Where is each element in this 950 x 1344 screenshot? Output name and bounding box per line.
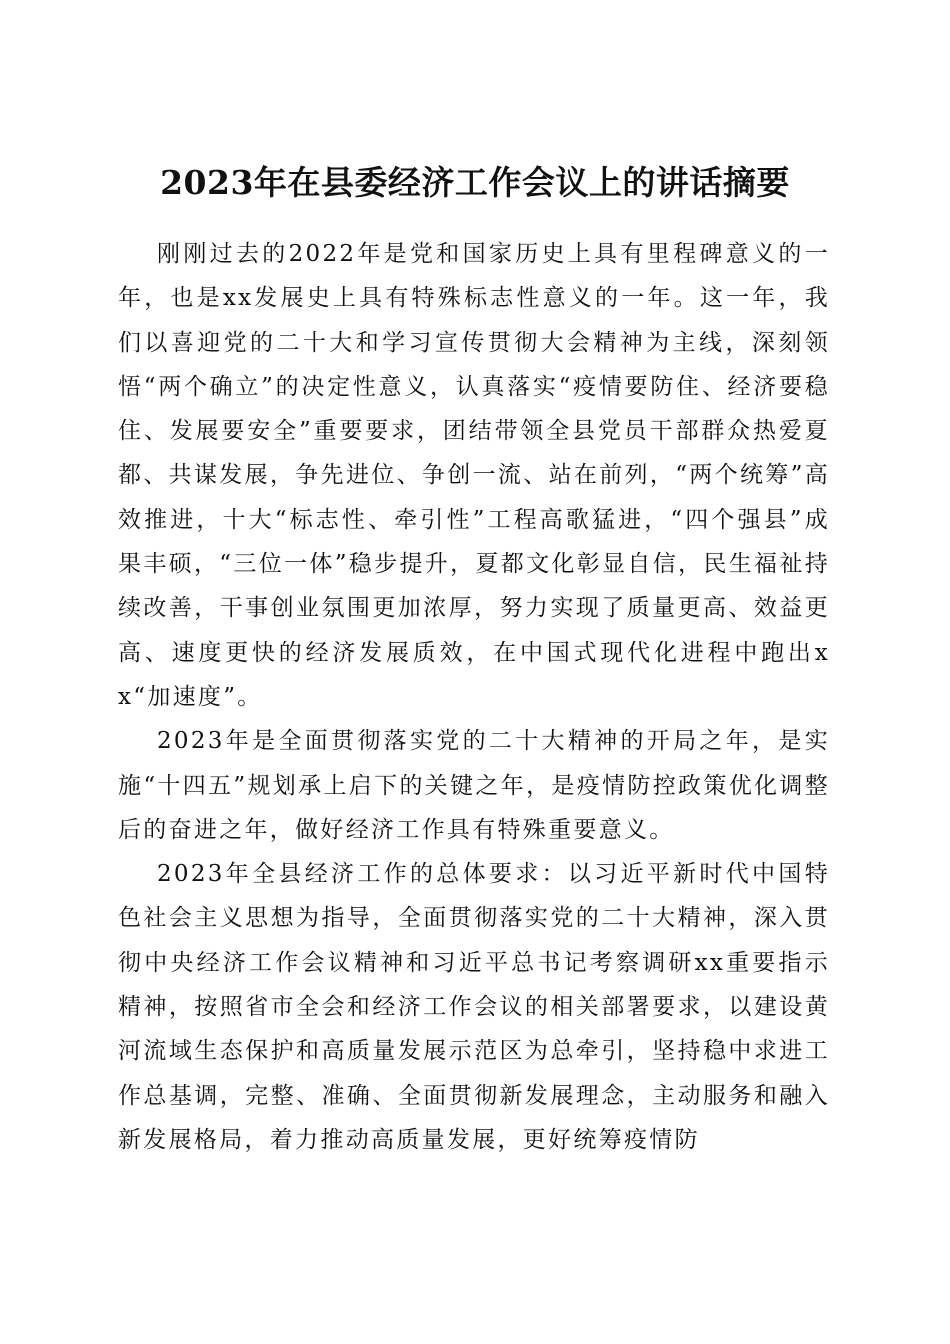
paragraph-review-2022: 刚刚过去的2022年是党和国家历史上具有里程碑意义的一年，也是xx发展史上具有特殊标志性意义的一年。这一年，我们以喜迎党的二十大和学习宣传贯彻大会精神为主线，深刻领悟“两个确立”的决定性意义，认真落实“疫情要防住、经济要稳住、发展要安全”重要要求，团结带领全县党员干部群众热爱夏都、共谋发展，争先进位、争创一流、站在前列，“两个统筹”高效推进，十大“标志性、牵引性”工程高歌猛进，“四个强县”成果丰硕，“三位一体”稳步提升，夏都文化彰显自信，民生福祉持续改善，干事创业氛围更加浓厚，努力实现了质量更高、效益更高、速度更快的经济发展质效，在中国式现代化进程中跑出xx“加速度”。: [118, 241, 830, 710]
document-body: [118, 232, 830, 1162]
paragraph-significance-2023: 2023年是全面贯彻落实党的二十大精神的开局之年，是实施“十四五”规划承上启下的关键之年，是疫情防控政策优化调整后的奋进之年，做好经济工作具有特殊重要意义。: [118, 728, 830, 843]
page-title: 2023年在县委经济工作会议上的讲话摘要: [160, 163, 790, 203]
paragraph-overall-requirements: 2023年全县经济工作的总体要求：以习近平新时代中国特色社会主义思想为指导，全面贯彻落实党的二十大精神，深入贯彻中央经济工作会议精神和习近平总书记考察调研xx重要指示精神，按照省市全会和经济工作会议的相关部署要求，以建设黄河流域生态保护和高质量发展示范区为总牵引，坚持稳中求进工作总基调，完整、准确、全面贯彻新发展理念，主动服务和融入新发展格局，着力推动高质量发展，更好统筹疫情防: [118, 861, 830, 1153]
